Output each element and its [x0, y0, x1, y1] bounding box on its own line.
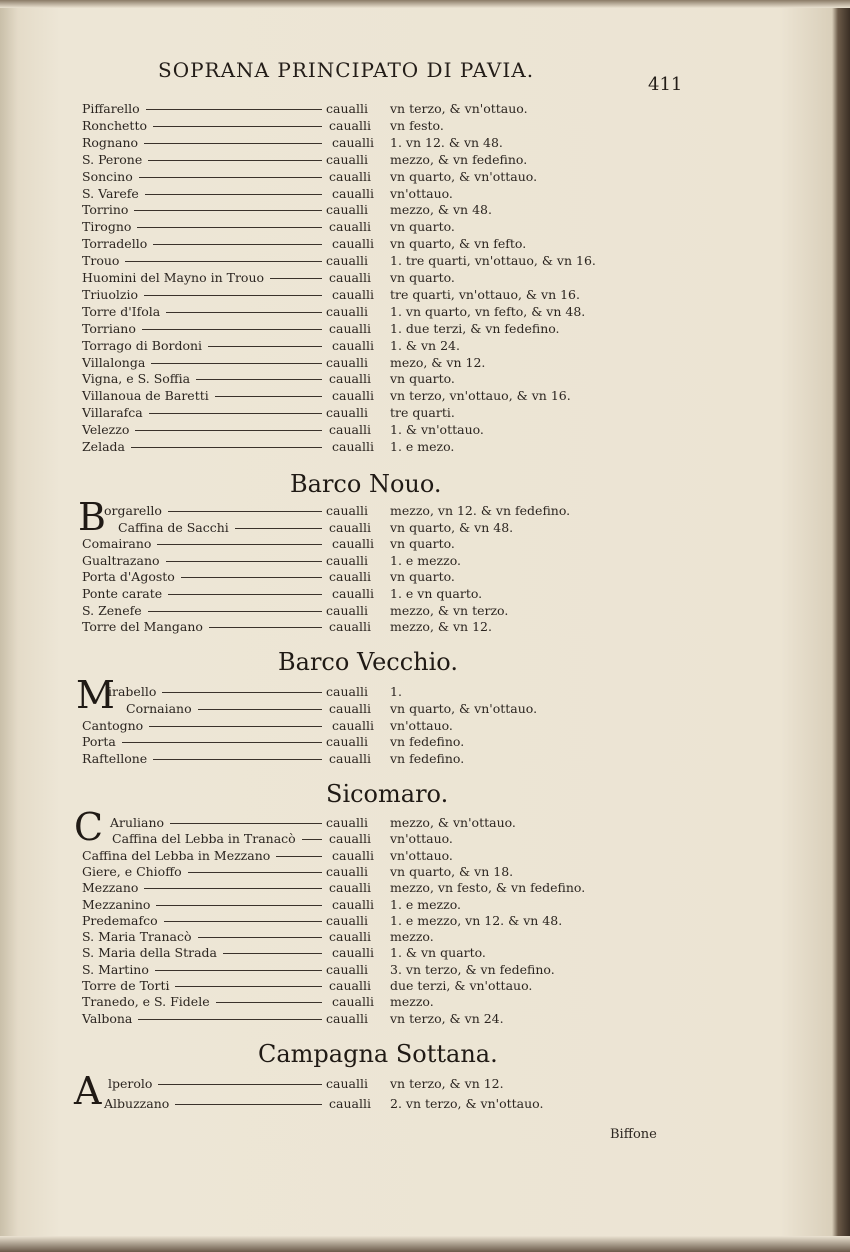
- register-row: [0, 370, 850, 387]
- leader-rule: [162, 692, 322, 693]
- unit-label: caualli: [329, 270, 371, 285]
- leader-rule: [166, 561, 322, 562]
- unit-label: caualli: [326, 734, 368, 750]
- place-name: Albuzzano: [104, 1096, 170, 1111]
- place-name: Gualtrazano: [82, 552, 160, 568]
- unit-label: caualli: [332, 586, 374, 601]
- leader-rule: [164, 921, 322, 922]
- leader-rule: [188, 872, 322, 873]
- unit-label: caualli: [332, 994, 374, 1010]
- unit-label: caualli: [326, 303, 368, 319]
- place-name: Soncino: [82, 168, 133, 184]
- amount-value: 1. & vn quarto.: [390, 945, 486, 961]
- unit-label: caualli: [326, 602, 368, 618]
- register-row: [0, 750, 850, 767]
- place-name: Porta d'Agosto: [82, 569, 175, 585]
- place-name: Torre del Mangano: [82, 619, 203, 635]
- register-row: [0, 602, 850, 619]
- register-row: [0, 814, 850, 831]
- place-name: S. Varefe: [82, 185, 139, 201]
- register-row: [0, 117, 850, 134]
- place-name: Villarafca: [82, 405, 143, 421]
- amount-value: 1. & vn'ottauo.: [390, 422, 484, 438]
- leader-rule: [149, 413, 322, 414]
- unit-label: caualli: [332, 945, 374, 961]
- register-row: [0, 387, 850, 404]
- place-name: Comairano: [82, 536, 152, 552]
- place-name: S. Maria Tranacò: [82, 929, 192, 945]
- place-name: irabello: [108, 684, 157, 699]
- register-row: [0, 961, 850, 978]
- unit-label: caualli: [326, 552, 368, 568]
- leader-rule: [145, 194, 322, 195]
- unit-label: caualli: [329, 422, 371, 438]
- register-row: [0, 585, 850, 602]
- place-name: Valbona: [82, 1010, 133, 1026]
- amount-value: 1. e mezo.: [390, 439, 455, 454]
- place-name: Raftellone: [82, 751, 148, 767]
- register-row: [0, 438, 850, 455]
- register-row: [0, 421, 850, 438]
- section-title: Barco Vecchio.: [278, 648, 458, 676]
- section-title: Barco Nouo.: [290, 470, 442, 498]
- amount-value: mezzo.: [390, 994, 434, 1010]
- unit-label: caualli: [326, 961, 368, 977]
- unit-label: caualli: [326, 405, 368, 421]
- register-row: [0, 977, 850, 994]
- place-name: Torradello: [82, 236, 148, 252]
- leader-rule: [156, 905, 322, 906]
- leader-rule: [137, 227, 322, 228]
- amount-value: vn quarto, & vn'ottauo.: [390, 168, 538, 184]
- unit-label: caualli: [329, 371, 371, 387]
- place-name: Mezzanino: [82, 896, 151, 912]
- place-name: Villanoua de Baretti: [82, 388, 209, 404]
- place-name: lperolo: [108, 1076, 153, 1091]
- leader-rule: [153, 126, 322, 127]
- unit-label: caualli: [332, 134, 374, 150]
- unit-label: caualli: [329, 117, 371, 133]
- drop-capital: M: [76, 673, 115, 717]
- section-title: Campagna Sottana.: [258, 1040, 498, 1068]
- page-bottom-edge: [0, 1236, 850, 1252]
- amount-value: vn festo.: [390, 117, 444, 133]
- amount-value: mezzo.: [390, 929, 434, 945]
- unit-label: caualli: [326, 1010, 368, 1026]
- leader-rule: [139, 177, 322, 178]
- amount-value: tre quarti, vn'ottauo, & vn 16.: [390, 286, 580, 302]
- place-name: Ronchetto: [82, 117, 148, 133]
- amount-value: 1.: [390, 684, 402, 699]
- amount-value: mezo, & vn 12.: [390, 354, 486, 370]
- amount-value: 1. e mezzo.: [390, 552, 461, 568]
- leader-rule: [235, 528, 322, 529]
- leader-rule: [148, 160, 322, 161]
- amount-value: tre quarti.: [390, 405, 455, 421]
- place-name: Ponte carate: [82, 586, 163, 601]
- unit-label: caualli: [329, 619, 371, 635]
- amount-value: vn quarto, & vn 48.: [390, 519, 514, 535]
- amount-value: vn'ottauo.: [390, 847, 453, 863]
- amount-value: vn quarto.: [390, 270, 455, 285]
- unit-label: caualli: [326, 912, 368, 928]
- leader-rule: [166, 312, 322, 313]
- leader-rule: [196, 379, 322, 380]
- register-row: [0, 168, 850, 185]
- leader-rule: [135, 430, 322, 431]
- amount-value: 1. vn 12. & vn 48.: [390, 134, 503, 150]
- amount-value: mezzo, & vn terzo.: [390, 602, 509, 618]
- leader-rule: [153, 759, 322, 760]
- amount-value: vn terzo, & vn 24.: [390, 1010, 504, 1026]
- drop-capital: C: [74, 805, 104, 849]
- place-name: Trouo: [82, 253, 120, 269]
- leader-rule: [146, 109, 322, 110]
- register-row: [0, 354, 850, 371]
- register-row: [0, 568, 850, 585]
- leader-rule: [144, 888, 322, 889]
- place-name: Porta: [82, 734, 116, 750]
- unit-label: caualli: [332, 286, 374, 302]
- place-name: Caffina del Lebba in Tranacò: [112, 831, 296, 847]
- amount-value: vn'ottauo.: [390, 717, 453, 733]
- leader-rule: [208, 346, 322, 347]
- register-row: [0, 896, 850, 913]
- place-name: Torre d'Ifola: [82, 303, 161, 319]
- amount-value: mezzo, vn 12. & vn fedefino.: [390, 503, 571, 518]
- place-name: Aruliano: [110, 815, 165, 830]
- unit-label: caualli: [326, 202, 368, 218]
- amount-value: vn quarto.: [390, 536, 455, 552]
- amount-value: vn quarto, & vn fefto.: [390, 236, 527, 252]
- place-name: Mezzano: [82, 880, 139, 896]
- register-row: [0, 303, 850, 320]
- leader-rule: [175, 986, 322, 987]
- place-name: Zelada: [82, 439, 125, 454]
- amount-value: mezzo, & vn 12.: [390, 619, 492, 635]
- register-row: [0, 863, 850, 880]
- register-row: [0, 269, 850, 286]
- place-name: S. Martino: [82, 961, 149, 977]
- amount-value: vn terzo, & vn 12.: [390, 1076, 504, 1091]
- unit-label: caualli: [332, 236, 374, 252]
- amount-value: vn fedefino.: [390, 751, 465, 767]
- drop-capital: B: [78, 495, 106, 539]
- register-row: [0, 700, 850, 717]
- place-name: Velezzo: [82, 422, 130, 438]
- unit-label: caualli: [329, 569, 371, 585]
- register-row: [0, 1075, 850, 1092]
- register-row: [0, 944, 850, 961]
- unit-label: caualli: [326, 101, 368, 116]
- leader-rule: [270, 278, 322, 279]
- register-row: [0, 535, 850, 552]
- place-name: orgarello: [104, 503, 162, 518]
- place-name: Torre de Torti: [82, 978, 170, 993]
- unit-label: caualli: [329, 929, 371, 945]
- register-row: [0, 847, 850, 864]
- leader-rule: [198, 937, 322, 938]
- place-name: Piffarello: [82, 101, 140, 116]
- unit-label: caualli: [326, 253, 368, 269]
- leader-rule: [158, 1084, 322, 1085]
- register-row: [0, 235, 850, 252]
- unit-label: caualli: [332, 388, 374, 404]
- amount-value: mezzo, & vn'ottauo.: [390, 815, 516, 830]
- amount-value: mezzo, & vn 48.: [390, 202, 492, 218]
- leader-rule: [157, 544, 322, 545]
- unit-label: caualli: [326, 863, 368, 879]
- place-name: Caffina del Lebba in Mezzano: [82, 847, 271, 863]
- register-row: [0, 879, 850, 896]
- place-name: Torrino: [82, 202, 129, 218]
- unit-label: caualli: [329, 751, 371, 767]
- register-row: [0, 337, 850, 354]
- unit-label: caualli: [326, 684, 368, 699]
- amount-value: vn quarto, & vn'ottauo.: [390, 700, 538, 716]
- unit-label: caualli: [329, 168, 371, 184]
- amount-value: 1. e mezzo.: [390, 896, 461, 912]
- unit-label: caualli: [332, 439, 374, 454]
- leader-rule: [149, 726, 322, 727]
- amount-value: mezzo, & vn fedefino.: [390, 151, 528, 167]
- place-name: S. Zenefe: [82, 602, 142, 618]
- place-name: Villalonga: [82, 354, 146, 370]
- catchword: Biffone: [610, 1127, 657, 1142]
- amount-value: 1. tre quarti, vn'ottauo, & vn 16.: [390, 253, 596, 269]
- register-row: [0, 134, 850, 151]
- place-name: Huomini del Mayno in Trouo: [82, 270, 265, 285]
- register-row: [0, 201, 850, 218]
- leader-rule: [138, 1019, 322, 1020]
- unit-label: caualli: [329, 700, 371, 716]
- amount-value: 1. e mezzo, vn 12. & vn 48.: [390, 912, 563, 928]
- register-row: [0, 185, 850, 202]
- register-row: [0, 830, 850, 847]
- leader-rule: [134, 210, 322, 211]
- register-row: [0, 928, 850, 945]
- amount-value: due terzi, & vn'ottauo.: [390, 978, 533, 993]
- leader-rule: [155, 970, 322, 971]
- leader-rule: [198, 709, 322, 710]
- amount-value: vn'ottauo.: [390, 831, 453, 847]
- unit-label: caualli: [332, 337, 374, 353]
- register-row: [0, 100, 850, 117]
- place-name: Giere, e Chioffo: [82, 863, 182, 879]
- leader-rule: [181, 577, 322, 578]
- place-name: S. Maria della Strada: [82, 945, 218, 961]
- running-header: SOPRANA PRINCIPATO DI PAVIA.: [158, 58, 535, 82]
- register-row: [0, 993, 850, 1010]
- amount-value: 1. due terzi, & vn fedefino.: [390, 320, 560, 336]
- amount-value: mezzo, vn festo, & vn fedefino.: [390, 880, 586, 896]
- unit-label: caualli: [326, 151, 368, 167]
- register-row: [0, 502, 850, 519]
- leader-rule: [148, 611, 322, 612]
- page-number: 411: [648, 74, 683, 95]
- amount-value: vn quarto.: [390, 371, 455, 387]
- leader-rule: [209, 627, 322, 628]
- section-title: Sicomaro.: [326, 780, 449, 808]
- register-row: [0, 683, 850, 700]
- amount-value: vn terzo, vn'ottauo, & vn 16.: [390, 388, 571, 404]
- amount-value: 2. vn terzo, & vn'ottauo.: [390, 1096, 544, 1111]
- register-row: [0, 252, 850, 269]
- place-name: Triuolzio: [82, 286, 138, 302]
- register-row: [0, 151, 850, 168]
- leader-rule: [170, 823, 322, 824]
- amount-value: vn fedefino.: [390, 734, 465, 750]
- amount-value: vn quarto.: [390, 569, 455, 585]
- register-row: [0, 218, 850, 235]
- amount-value: vn terzo, & vn'ottauo.: [390, 101, 528, 116]
- leader-rule: [153, 244, 322, 245]
- drop-capital: A: [74, 1069, 102, 1113]
- unit-label: caualli: [329, 1096, 371, 1111]
- register-row: [0, 404, 850, 421]
- leader-rule: [131, 447, 322, 448]
- leader-rule: [122, 742, 322, 743]
- register-row: [0, 320, 850, 337]
- unit-label: caualli: [332, 717, 374, 733]
- page-top-edge: [0, 0, 850, 8]
- place-name: Tranedo, e S. Fidele: [82, 994, 210, 1010]
- register-row: [0, 912, 850, 929]
- unit-label: caualli: [329, 320, 371, 336]
- amount-value: vn quarto, & vn 18.: [390, 863, 514, 879]
- register-row: [0, 1095, 850, 1112]
- unit-label: caualli: [329, 831, 371, 847]
- unit-label: caualli: [329, 978, 371, 993]
- unit-label: caualli: [332, 536, 374, 552]
- unit-label: caualli: [332, 896, 374, 912]
- leader-rule: [215, 396, 322, 397]
- leader-rule: [144, 143, 322, 144]
- amount-value: 1. vn quarto, vn fefto, & vn 48.: [390, 303, 586, 319]
- place-name: Torriano: [82, 320, 136, 336]
- place-name: Torrago di Bordoni: [82, 337, 203, 353]
- unit-label: caualli: [329, 880, 371, 896]
- leader-rule: [223, 953, 322, 954]
- leader-rule: [142, 329, 322, 330]
- register-row: [0, 519, 850, 536]
- amount-value: vn'ottauo.: [390, 185, 453, 201]
- unit-label: caualli: [326, 354, 368, 370]
- place-name: Caffina de Sacchi: [118, 519, 229, 535]
- amount-value: 3. vn terzo, & vn fedefino.: [390, 961, 555, 977]
- unit-label: caualli: [326, 1076, 368, 1091]
- leader-rule: [302, 839, 322, 840]
- register-row: [0, 1010, 850, 1027]
- amount-value: 1. e vn quarto.: [390, 586, 483, 601]
- register-row: [0, 717, 850, 734]
- leader-rule: [168, 594, 322, 595]
- register-row: [0, 733, 850, 750]
- unit-label: caualli: [329, 519, 371, 535]
- leader-rule: [175, 1104, 322, 1105]
- place-name: Cantogno: [82, 717, 144, 733]
- leader-rule: [144, 295, 322, 296]
- register-row: [0, 552, 850, 569]
- amount-value: vn quarto.: [390, 219, 455, 235]
- place-name: Tirogno: [82, 219, 132, 235]
- unit-label: caualli: [326, 815, 368, 830]
- leader-rule: [151, 363, 322, 364]
- place-name: S. Perone: [82, 151, 143, 167]
- register-row: [0, 618, 850, 635]
- unit-label: caualli: [326, 503, 368, 518]
- unit-label: caualli: [332, 847, 374, 863]
- amount-value: 1. & vn 24.: [390, 337, 460, 353]
- place-name: Cornaiano: [126, 700, 192, 716]
- place-name: Predemafco: [82, 912, 158, 928]
- leader-rule: [168, 511, 322, 512]
- leader-rule: [125, 261, 322, 262]
- leader-rule: [276, 856, 322, 857]
- place-name: Rognano: [82, 134, 139, 150]
- unit-label: caualli: [329, 219, 371, 235]
- unit-label: caualli: [332, 185, 374, 201]
- place-name: Vigna, e S. Soffia: [82, 371, 191, 387]
- register-row: [0, 286, 850, 303]
- leader-rule: [216, 1002, 322, 1003]
